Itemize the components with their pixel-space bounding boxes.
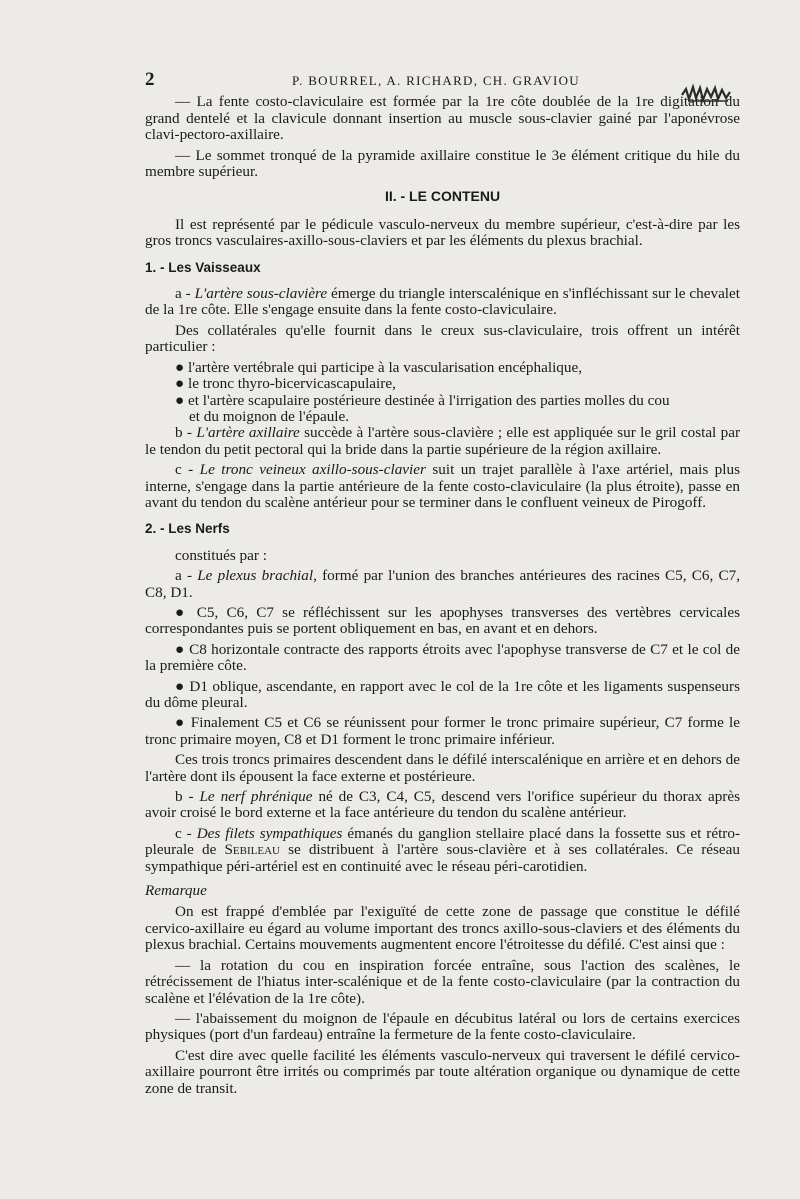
running-head-authors: P. BOURREL, A. RICHARD, CH. GRAVIOU bbox=[292, 73, 580, 88]
author-name-sebileau: Sebileau bbox=[224, 841, 280, 859]
paragraph-troncs-primaires: Ces trois troncs primaires descendent dans le défilé interscalénique en arrière et en dehors de l'artère dont ils épousent la face externe et postérieure. bbox=[145, 751, 740, 785]
bullet-icon: ● bbox=[175, 603, 197, 621]
section-title-contenu: II. - LE CONTENU bbox=[384, 188, 501, 205]
section-intro-paragraph: Il est représenté par le pédicule vasculo-nerveux du membre supérieur, c'est-à-dire par les gros troncs vasculaires-axillo-sous-claviers et par les éléments du plexus brachial. bbox=[145, 215, 740, 250]
collaterales-list bbox=[175, 360, 740, 426]
term-artere-axillaire: L'artère axillaire bbox=[196, 424, 300, 442]
remarque-title: Remarque bbox=[145, 882, 207, 900]
paragraph-tronc-veineux: c - Le tronc veineux axillo-sous-clavier suit un trajet parallèle à l'axe artériel, mais plus interne, s'engage dans la partie antérieure de la fente costo-claviculaire (la plus étroite), passe en avant du tendon du scalène antérieur pour se terminer dans le confluent veineux de Pirogoff. bbox=[145, 461, 740, 511]
remarque-paragraph-2: — la rotation du cou en inspiration forcée entraîne, sous l'action des scalènes, le rétrécissement de l'hiatus inter-scalénique et de la fente costo-claviculaire (par la contraction du scalène et l'élévation de la 1re côte). bbox=[145, 956, 740, 1007]
list-item: ● D1 oblique, ascendante, en rapport avec le col de la 1re côte et les ligaments suspenseurs du dôme pleural. bbox=[145, 677, 740, 711]
paragraph-artere-axillaire: b - L'artère axillaire succède à l'artère sous-clavière ; elle est appliquée sur le gril costal par le tendon du petit pectoral qui la bride dans la partie supérieure de la région axillaire. bbox=[145, 424, 741, 458]
bullet-icon: ● bbox=[175, 714, 191, 732]
page-header bbox=[145, 69, 740, 90]
list-item: ● et l'artère scapulaire postérieure destinée à l'irrigation des parties molles du cou bbox=[175, 391, 670, 409]
list-item: ● Finalement C5 et C6 se réunissent pour former le tronc primaire supérieur, C7 forme le tronc primaire moyen, C8 et D1 forment le tronc primaire inférieur. bbox=[145, 714, 740, 748]
page-number: 2 bbox=[145, 69, 155, 90]
bullet-icon: ● bbox=[175, 391, 188, 409]
term-nerf-phrenique: Le nerf phrénique bbox=[199, 788, 313, 806]
intro-paragraph-1: — La fente costo-claviculaire est formée par la 1re côte doublée de la 1re digitation du grand dentelé et la clavicule donnant insertion au muscle sous-clavier gainé par l'aponévrose clavi-pectoro-axillaire. bbox=[145, 93, 740, 144]
paragraph-plexus-brachial: a - Le plexus brachial, formé par l'union des branches antérieures des racines C5, C6, C7, C8, D1. bbox=[145, 567, 740, 601]
list-item: ● C8 horizontale contracte des rapports étroits avec l'apophyse transverse de C7 et le col de la première côte. bbox=[145, 640, 740, 675]
term-tronc-veineux: Le tronc veineux axillo-sous-clavier bbox=[199, 461, 426, 479]
list-item: ● C5, C6, C7 se réfléchissent sur les apophyses transverses des vertèbres cervicales correspondantes puis se portent obliquement en bas, en avant et en dehors. bbox=[145, 603, 740, 638]
bullet-icon: ● bbox=[175, 358, 188, 376]
list-item: ● le tronc thyro-bicervicascapulaire, bbox=[175, 375, 396, 393]
paragraph-nerf-phrenique: b - Le nerf phrénique né de C3, C4, C5, descend vers l'orifice supérieur du thorax après avoir croisé le bord externe et la face antérieure du tendon du scalène antérieur. bbox=[145, 788, 741, 822]
bullet-icon: ● bbox=[175, 677, 190, 695]
list-item: ● l'artère vertébrale qui participe à la vascularisation encéphalique, bbox=[175, 358, 583, 376]
subsection-title-vaisseaux: 1. - Les Vaisseaux bbox=[145, 259, 261, 275]
paragraph-nerfs-intro: constitués par : bbox=[175, 546, 267, 564]
term-artere-sous-claviere: L'artère sous-clavière bbox=[194, 285, 328, 303]
paragraph-filets-sympathiques: c - Des filets sympathiques émanés du ganglion stellaire placé dans la fossette sus et rétro-pleurale de Sebileau se distribuent à l'artère sous-clavière et à ses collatérales. Ce réseau sympathique péri-artériel est en continuité avec le réseau péri-carotidien. bbox=[145, 824, 741, 875]
remarque-paragraph-3: — l'abaissement du moignon de l'épaule en décubitus latéral ou lors de certains exercices physiques (port d'un fardeau) entraîne la fermeture de la fente costo-claviculaire. bbox=[145, 1009, 740, 1044]
paragraph-collaterales: Des collatérales qu'elle fournit dans le creux sus-claviculaire, trois offrent un intérêt particulier : bbox=[145, 321, 740, 356]
intro-paragraph-2: — Le sommet tronqué de la pyramide axillaire constitue le 3e élément critique du hile du membre supérieur. bbox=[145, 146, 740, 181]
subsection-title-nerfs: 2. - Les Nerfs bbox=[145, 521, 230, 537]
remarque-paragraph-4: C'est dire avec quelle facilité les éléments vasculo-nerveux qui traversent le défilé cervico-axillaire pourront être irrités ou comprimés par toute altération organique ou dynamique de cette zone de transit. bbox=[145, 1046, 740, 1097]
remarque-paragraph-1: On est frappé d'emblée par l'exiguïté de cette zone de passage que constitue le défilé cervico-axillaire eu égard au volume important des troncs axillo-sous-claviers et des éléments du plexus brachial. Certains mouvements augmentent encore l'étroitesse du défilé. C'est ainsi que : bbox=[145, 903, 740, 954]
term-plexus-brachial: Le plexus brachial, bbox=[197, 567, 317, 585]
term-filets-sympathiques: Des filets sympathiques bbox=[196, 824, 343, 842]
ink-mark-decoration bbox=[680, 83, 732, 105]
bullet-icon: ● bbox=[175, 375, 188, 393]
bullet-icon: ● bbox=[175, 640, 190, 658]
list-item-continuation: et du moignon de l'épaule. bbox=[189, 407, 350, 425]
paragraph-artere-sous-claviere: a - L'artère sous-clavière émerge du triangle interscalénique en s'infléchissant sur le chevalet de la 1re côte. Elle s'engage ensuite dans la fente costo-claviculaire. bbox=[145, 285, 740, 319]
